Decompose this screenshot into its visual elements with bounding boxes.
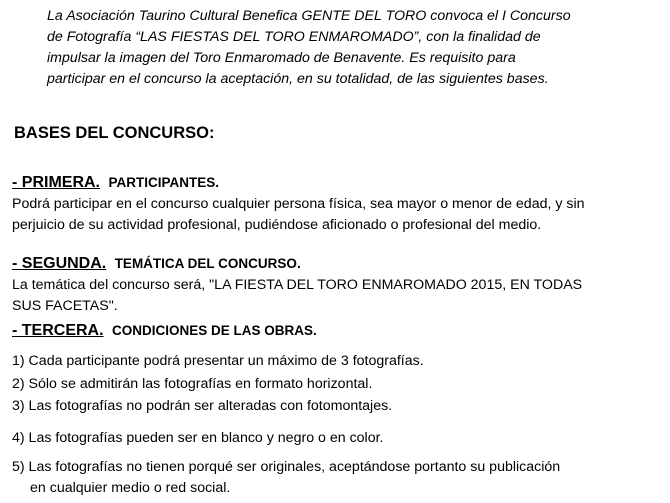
section-number: - TERCERA. [12,322,104,339]
section-heading-tercera [12,322,317,340]
rule-item-2 [12,374,372,395]
rule-item-3 [12,396,392,417]
rule-item-5 [12,457,560,499]
section-body-line: Podrá participar en el concurso cualquier persona física, sea mayor o menor de edad, y sin [12,196,585,212]
rule-line: 1) Cada participante podrá presentar un máximo de 3 fotografías. [12,353,424,369]
intro-line: impulsar la imagen del Toro Enmaromado de Benavente. Es requisito para [47,50,516,66]
section-body-segunda [12,275,582,317]
intro-line: La Asociación Taurino Cultural Benefica GENTE DEL TORO convoca el I Concurso [47,8,571,24]
section-number: - PRIMERA. [12,174,100,191]
section-body-line: perjuicio de su actividad profesional, pudiéndose aficionado o profesional del medio. [12,217,542,233]
section-title: PARTICIPANTES. [108,175,219,190]
section-heading-primera [12,174,219,192]
section-heading-segunda [12,255,301,273]
rule-item-1 [12,351,424,372]
bases-heading: BASES DEL CONCURSO: [14,124,215,142]
rule-line: 3) Las fotografías no podrán ser alteradas con fotomontajes. [12,398,393,414]
intro-line: de Fotografía “LAS FIESTAS DEL TORO ENMAROMADO”, con la finalidad de [47,29,541,45]
intro-line: participar en el concurso la aceptación, en su totalidad, de las siguientes bases. [47,71,549,87]
rule-line: en cualquier medio o red social. [30,480,231,496]
section-number: - SEGUNDA. [12,255,107,272]
section-body-line: La temática del concurso será, "LA FIESTA DEL TORO ENMAROMADO 2015, EN TODAS [12,277,583,293]
section-title: TEMÁTICA DEL CONCURSO. [114,256,301,271]
section-title: CONDICIONES DE LAS OBRAS. [112,323,317,338]
section-body-line: SUS FACETAS". [12,298,118,314]
rule-line: 2) Sólo se admitirán las fotografías en formato horizontal. [12,376,373,392]
section-body-primera [12,194,585,236]
intro-paragraph [47,6,627,90]
rule-item-4 [12,428,384,449]
rule-line: 4) Las fotografías pueden ser en blanco y negro o en color. [12,430,384,446]
rule-line: 5) Las fotografías no tienen porqué ser originales, aceptándose portanto su publicación [12,459,561,475]
